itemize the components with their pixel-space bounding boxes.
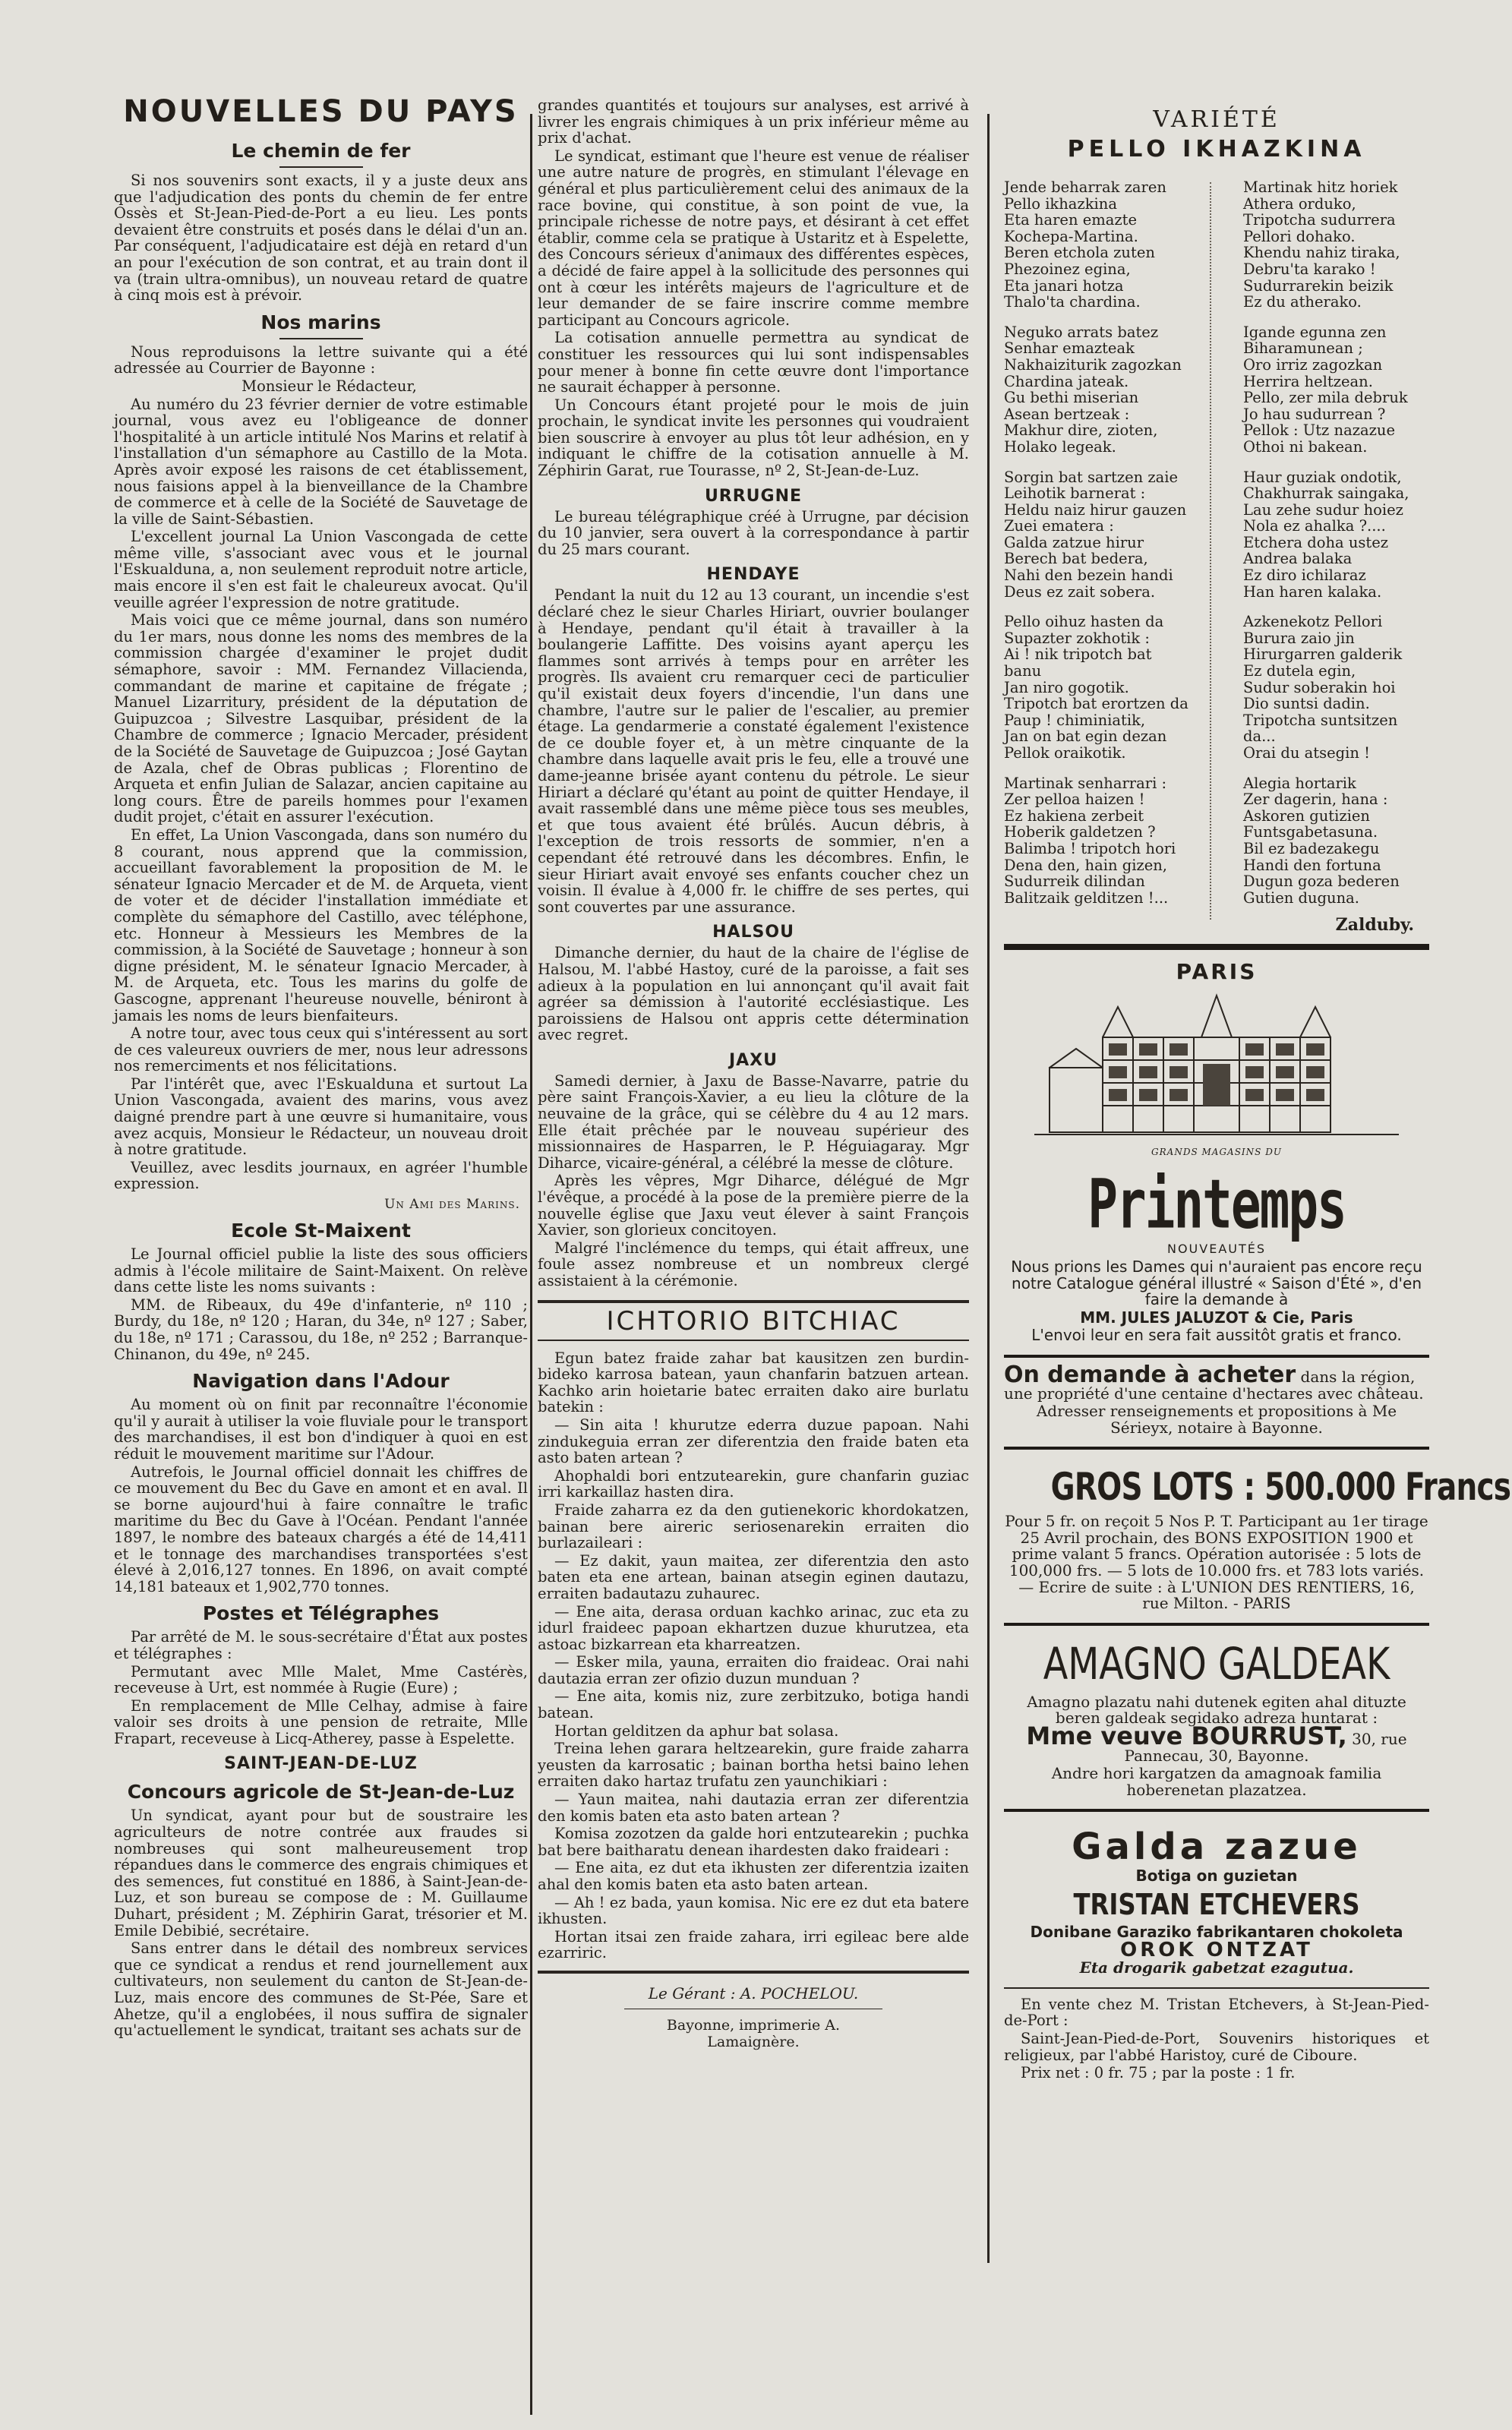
ad-printemps-title: Printemps — [1087, 1165, 1346, 1245]
section-heading-urrugne: URRUGNE — [704, 486, 803, 506]
poem-stanza: Martinak hitz horiek Athera orduko, Tripotcha sudurrera Pellori dohako. Khendu nahiz tiraka, Debru'ta karako ! Sudurrarekin beizik Ez du atherako. — [1243, 178, 1400, 311]
poem-stanza: Martinak senharrari : Zer pelloa haizen ! Ez hakiena zerbeit Hoberik galdetzen ? Balimba ! tripotch hori Dena den, hain gizen, Sudurreik dilindan Balitzaik gelditzen !... — [1004, 774, 1176, 907]
ad-nouveautes: NOUVEAUTÉS — [1166, 1242, 1267, 1257]
paragraph: Le Journal officiel publie la liste des sous officiers admis à l'école militaire de Saint-Maixent. On relève dans cette liste les noms suivants : — [114, 1245, 528, 1296]
signature: Un Ami des Marins. — [384, 1197, 520, 1213]
paragraph: Treina lehen garara heltzearekin, gure fraide zaharra yeusten da karrosatic ; bainan bortha hetsi baino lehen erraiten dako hartaz trufatu zen yaunchikiari : — [538, 1740, 969, 1791]
ad-demande-text: dans la région, une propriété d'une centaine d'hectares avec château. — [1004, 1367, 1424, 1403]
vente-block — [1004, 1987, 1429, 2081]
poem-stanza: Igande egunna zen Biharamunean ; Oro irriz zagozkan Herrira heltzean. Pello, zer mila debruk Jo hau sudurrean ? Pellok : Utz nazazue Othoi ni bakean. — [1243, 323, 1408, 456]
salutation: Monsieur le Rédacteur, — [241, 377, 417, 395]
ad-text: Nous prions les Dames qui n'auraient pas encore reçu notre Catalogue général illustré « Saison d'Été », d'en faire la demande à — [1011, 1257, 1422, 1309]
gerant-line: Le Gérant : A. POCHELOU. — [538, 1971, 969, 2009]
poem-column-right — [1243, 179, 1429, 920]
paragraph: Si nos souvenirs sont exacts, il y a juste deux ans que l'adjudication des ponts du chemin de fer entre Ossès et St-Jean-Pied-de-Port a eu lieu. Les ponts devaient être construits et posés dans le délai d'un an. Par conséquent, l'adjudicataire est déjà en retard d'un an pour l'exécution de son contrat, et au train dont il va (train ultra-omnibus), un nouveau retard de quatre à cinq mois est à prévoir. — [114, 172, 528, 305]
section-heading-halsou: HALSOU — [712, 923, 794, 942]
ad-text: Andre hori kargatzen da amagnoak familia hoberenetan plazatzea. — [1051, 1764, 1382, 1799]
paragraph: Au moment où on finit par reconnaître l'économie qu'il y aurait à utiliser la voie fluviale pour le transport des marchandises, il est bon d'indiquer à quoi en est réduit le mouvement maritime sur l'Adour. — [114, 1396, 528, 1463]
ad-text — [1004, 1722, 1429, 1765]
poem — [1004, 179, 1429, 920]
column-nouvelles — [114, 90, 528, 2040]
ad-galda-title: Galda zazue — [1072, 1826, 1362, 1869]
ad-tristan-title: TRISTAN ETCHEVERS — [1073, 1888, 1360, 1921]
ad-chocolat — [1004, 1809, 1429, 1987]
poem-stanza: Sorgin bat sartzen zaie Leihotik barnerat : Heldu naiz hirur gauzen Zuei ematera : Galda zatzue hirur Berech bat bedera, Nahi den bezein handi Deus ez zait sobera. — [1004, 468, 1187, 601]
paragraph: Par l'intérêt que, avec l'Eskualduna et surtout La Union Vascongada, avaient des marins, vous avez daigné prendre part à une œuvre si humanitaire, vous avez acquis, Monsieur le Rédacteur, un nouveau droit à notre gratitude. — [114, 1075, 528, 1159]
column-right — [1004, 90, 1511, 2083]
paragraph: — Ah ! ez bada, yaun komisa. Nic ere ez dut eta batere ikhusten. — [538, 1893, 969, 1928]
ad-text — [1004, 1361, 1429, 1403]
paragraph: Pendant la nuit du 12 au 13 courant, un incendie s'est déclaré chez le sieur Charles Hiriart, ouvrier boulanger à Hendaye, pendant qu'il était à travailler à la boulangerie Laffitte. Des voisins ayant aperçu les flammes sont arrivés à temps pour en arrêter les progrès. Ils avaient cru remarquer ceci de particulier qu'il existait deux foyers d'incendie, l'un dans une chambre, l'autre sur le palier de l'escalier, au premier étage. La gendarmerie a constaté également l'existence de ce double foyer et, à un mètre cinquante de la chambre dans laquelle avait pris le feu, elle a trouvé une dame-jeanne brisée ayant contenu du pétrole. Le sieur Hiriart a déclaré qu'étant au point de quitter Hendaye, il avait rassemblé dans une même pièce tous ses meubles, et que tous avaient été brûlés. Aucun débris, à l'exception de trois ressorts de sommier, n'en a cependant été retrouvé dans les décombres. Enfin, le sieur Hiriart avait envoyé ses enfants coucher chez un voisin. Il évalue à 4,000 fr. le chiffre de ses pertes, qui sont couvertes par une assurance. — [538, 586, 969, 916]
paragraph: Hortan itsai zen fraide zahara, irri egileac bere alde ezarriric. — [538, 1927, 969, 1962]
paragraph: Autrefois, le Journal officiel donnait les chiffres de ce mouvement du Bec du Gave en amont et en aval. Il se borne aujourd'hui à faire connaître le trafic maritime du Bec du Gave à l'Océan. Pendant l'année 1897, le nombre des bateaux chargés a été de 14,411 et le tonnage des marchandises transportées s'est élevé à 2,016,127 tonnes. En 1896, on avait compté 14,181 bateaux et 1,902,770 tonnes. — [114, 1463, 528, 1595]
paragraph: Le syndicat, estimant que l'heure est venue de réaliser une autre nature de progrès, en stimulant l'élevage en général et plus particulièrement celui des animaux de la race bovine, qui constitue, à son point de vue, la principale richesse de notre pays, et désirant à cet effet établir, comme cela se pratique à Ustaritz et à Espelette, des Concours sérieux d'animaux des différentes espèces, a décidé de faire appel à la sollicitude des personnes qui ont à cœur les intérêts majeurs de l'agriculture et de leur demander de se faire inscrire comme membre participant au Concours agricole. — [538, 147, 969, 329]
poem-title: PELLO IKHAZKINA — [1067, 136, 1366, 163]
paragraph: Samedi dernier, à Jaxu de Basse-Navarre, patrie du père saint François-Xavier, a eu lieu la clôture de la neuvaine de la grâce, qui se célèbre du 4 au 12 mars. Elle était prêchée par le nouveau supérieur des missionnaires de Hasparren, le P. Héguiagaray. Mgr Diharce, vicaire-général, a célébré la messe de clôture. — [538, 1071, 969, 1172]
paragraph: Le bureau télégraphique créé à Urrugne, par décision du 10 janvier, sera ouvert à la correspondance à partir du 25 mars courant. — [538, 507, 969, 558]
page-title: NOUVELLES DU PAYS — [123, 94, 519, 129]
poem-stanza: Jende beharrak zaren Pello ikhazkina Eta haren emazte Kochepa-Martina. Beren etchola zuten Phezoinez egina, Eta janari hotza Thalo'ta chardina. — [1004, 178, 1166, 311]
poem-separator — [1210, 182, 1223, 920]
paragraph: En remplacement de Mlle Celhay, admise à faire valoir ses droits à une pension de retraite, Mlle Frapart, receveuse à Licq-Atherey, passe à Espelette. — [114, 1696, 528, 1747]
paragraph: — Ez dakit, yaun maitea, zer diferentzia den asto baten eta ene artean, bainan atsegin eginen dautazu, erraiten badautazu zuhaurec. — [538, 1551, 969, 1602]
paragraph: Mais voici que ce même journal, dans son numéro du 1er mars, nous donne les noms des membres de la commission chargée d'examiner le projet dudit sémaphore, savoir : MM. Fernandez Villacienda, commandant de marine et capitaine de frégate ; Manuel Lizarritury, président de la députation de Guipuzcoa ; Silvestre Lasquibar, président de la Chambre de commerce ; Ignacio Mercader, président de la Société de Sauvetage de Guipuzcoa ; José Gaytan de Azala, chef de Obras publicas ; Florentino de Arqueta et enfin Julian de Salazar, ancien capitaine au long cours. Être de pareils hommes pour l'examen dudit projet, c'était en assurer l'exécution. — [114, 611, 528, 826]
section-title-postes: Postes et Télégraphes — [202, 1602, 440, 1625]
ad-text: Eta drogarik gabetzat ezagutua. — [1079, 1958, 1354, 1977]
ad-text: Botiga on guzietan — [1135, 1867, 1298, 1886]
paragraph: Saint-Jean-Pied-de-Port, Souvenirs historiques et religieux, par l'abbé Haristoy, curé de Ciboure. — [1004, 2029, 1429, 2064]
column-middle — [538, 97, 969, 2058]
column-rule-1 — [530, 114, 532, 2415]
paragraph: Par arrêté de M. le sous-secrétaire d'État aux postes et télégraphes : — [114, 1628, 528, 1662]
imprimerie-line: Bayonne, imprimerie A. Lamaignère. — [624, 2009, 882, 2058]
paragraph: Egun batez fraide zahar bat kausitzen zen burdin-bideko karrosa batean, yaun chanfarin batzuen artean. Kachko arin hoietarie batec erraiten dako aire burlatu batekin : — [538, 1349, 969, 1416]
paragraph: MM. de Ribeaux, du 49e d'infanterie, nº 110 ; Burdy, du 18e, nº 120 ; Haran, du 34e, nº 127 ; Saber, du 18e, nº 171 ; Carassou, du 18e, nº 252 ; Barranque-Chinanon, du 49e, nº 245. — [114, 1295, 528, 1363]
paragraph: Veuillez, avec lesdits journaux, en agréer l'humble expression. — [114, 1158, 528, 1193]
ad-amagno-title: AMAGNO GALDEAK — [1043, 1637, 1390, 1690]
poem-column-left — [1004, 179, 1190, 920]
ad-magasin-label: GRANDS MAGASINS DU — [1151, 1147, 1282, 1158]
paragraph: — Esker mila, yauna, erraiten dio fraideac. Orai nahi dautazia erran zer ofizio duzun munduan ? — [538, 1653, 969, 1687]
section-title-concours: Concours agricole de St-Jean-de-Luz — [127, 1781, 515, 1804]
ad-orok: OROK ONTZAT — [1120, 1938, 1313, 1961]
poem-author: Zalduby. — [1335, 915, 1414, 936]
paragraph: grandes quantités et toujours sur analyses, est arrivé à livrer les engrais chimiques à un prix inférieur même au prix d'achat. — [538, 96, 969, 147]
ad-gros-lots-title: GROS LOTS : 500.000 Francs — [1050, 1465, 1511, 1510]
paragraph: Permutant avec Mlle Malet, Mme Castérès, receveuse à Urt, est nommée à Rugie (Eure) ; — [114, 1662, 528, 1697]
paragraph: — Ene aita, derasa orduan kachko arinac, zuc eta zu idurl fraideec papoan ekhartzen duzue khurutzea, eta astoac bizkarrean eta kharreatzen. — [538, 1602, 969, 1653]
paragraph: Malgré l'inclémence du temps, qui était affreux, une foule assez nombreuse et un nombreux clergé assistaient à la cérémonie. — [538, 1239, 969, 1289]
paragraph: L'excellent journal La Union Vascongada de cette même ville, s'associant avec vous et le journal l'Eskualduna, a, non seulement reproduit notre article, mais encore il s'en est fait le chaleureux avocat. Qu'il veuille agréer l'expression de notre gratitude. — [114, 528, 528, 611]
paragraph: En vente chez M. Tristan Etchevers, à St-Jean-Pied-de-Port : — [1004, 1995, 1429, 2030]
ad-amagno-name: Mme veuve BOURRUST, — [1026, 1722, 1347, 1751]
paragraph: Dimanche dernier, du haut de la chaire de l'église de Halsou, M. l'abbé Hastoy, curé de la paroisse, a fait ses adieux à la population en lui annonçant qu'il avait fait agréer sa démission à l'autorité ecclésiastique. Les paroissiens de Halsou ont appris cette détermination avec regret. — [538, 944, 969, 1044]
section-title-chemin-de-fer: Le chemin de fer — [231, 140, 411, 162]
poem-stanza: Neguko arrats batez Senhar emazteak Nakhaiziturik zagozkan Chardina jateak. Gu bethi miserian Asean bertzeak : Makhur dire, zioten, Holako legeak. — [1004, 323, 1182, 456]
section-heading-hendaye: HENDAYE — [706, 565, 800, 585]
paragraph: La cotisation annuelle permettra au syndicat de constituer les ressources qui lui sont indispensables pour mener à bonne fin cette œuvre dont l'importance ne saurait échapper à personne. — [538, 329, 969, 396]
ad-paris-heading: PARIS — [1176, 959, 1258, 985]
ad-text: Amagno plazatu nahi dutenek egiten ahal dituzte beren galdeak segidako adreza huntarat : — [1027, 1692, 1406, 1728]
poem-stanza: Azkenekotz Pellori Burura zaio jin Hirurgarren galderik Ez dutela egin, Sudur soberakin hoi Dio suntsi dadin. Tripotcha suntsitzen da... Orai du atsegin ! — [1243, 613, 1403, 762]
department-store-illustration — [1004, 984, 1429, 1144]
paragraph: — Yaun maitea, nahi dautazia erran zer diferentzia den komis baten eta asto baten artean ? — [538, 1791, 969, 1825]
ad-printemps — [1004, 944, 1429, 1355]
paragraph: Fraide zaharra ez da den gutienekoric khordokatzen, bainan bere aireric seriosenarekin erraiten dio burlazaileari : — [538, 1501, 969, 1552]
paragraph: Ahophaldi bori entzutearekin, gure chanfarin guziac irri karkaillaz hasten dira. — [538, 1466, 969, 1501]
column-rule-2 — [987, 114, 990, 2263]
section-title-ichtorio: ICHTORIO BITCHIAC — [538, 1300, 969, 1341]
paragraph: Au numéro du 23 février dernier de votre estimable journal, vous avez eu l'obligeance de donner l'hospitalité à un article intitulé Nos Marins et relatif à l'installation d'un sémaphore au Castillo de la Mota. Après avoir exposé les raisons de cet établissement, nous faisions appel à la bienveillance de la Chambre de commerce et à celle de la Société de Sauvetage de la ville de Saint-Sébastien. — [114, 395, 528, 528]
section-title-nos-marins: Nos marins — [260, 311, 381, 333]
ad-amagno-address: 30, rue Pannecau, 30, Bayonne. — [1124, 1730, 1407, 1765]
paragraph: A notre tour, avec tous ceux qui s'intéressent au sort de ces valeureux ouvriers de mer, nous leur adressons nos remerciments et nos félicitations. — [114, 1024, 528, 1075]
poem-stanza: Haur guziak ondotik, Chakhurrak saingaka, Lau zehe sudur hoiez Nola ez ahalka ?.... Etchera doha ustez Andrea balaka Ez diro ichilaraz Han haren kalaka. — [1243, 468, 1409, 601]
paragraph: — Ene aita, komis niz, zure zerbitzuko, botiga handi batean. — [538, 1687, 969, 1722]
section-title-adour: Navigation dans l'Adour — [192, 1370, 450, 1393]
paragraph: Après les vêpres, Mgr Diharce, délégué de Mgr l'évêque, a procédé à la pose de la première pierre de la nouvelle église que Jaxu veut élever à saint François Xavier, son glorieux concitoyen. — [538, 1172, 969, 1239]
paragraph: Un Concours étant projeté pour le mois de juin prochain, le syndicat invite les personnes qui voudraient bien souscrire à envoyer au plus tôt leur adhésion, en y indiquant le chiffre de la cotisation annuelle à M. Zéphirin Garat, rue Tourasse, nº 2, St-Jean-de-Luz. — [538, 396, 969, 480]
ad-gros-lots — [1004, 1447, 1511, 1623]
ad-text: MM. JULES JALUZOT & Cie, Paris — [1080, 1308, 1353, 1327]
paragraph: — Sin aita ! khurutze ederra duzue papoan. Nahi zindukeguia erran zer diferentzia den fraide baten eta asto baten artean ? — [538, 1415, 969, 1467]
ad-text: Donibane Garaziko fabrikantaren chokoleta — [1030, 1923, 1403, 1941]
ad-text: Adresser renseignements et propositions à Me Sérieyx, notaire à Bayonne. — [1036, 1402, 1397, 1437]
section-divider — [279, 338, 363, 339]
ad-text: Pour 5 fr. on reçoit 5 Nos P. T. Participant au 1er tirage 25 Avril prochain, des BONS EXPOSITION 1900 et prime valant 5 francs. Opération autorisée : 5 lots de 100,000 frs. — 5 lots de 10.000 frs. et 783 lots variés. — Ecrire de suite : à L'UNION DES RENTIERS, 16, rue Milton. - PARIS — [1005, 1512, 1428, 1613]
paragraph: En effet, La Union Vascongada, dans son numéro du 8 courant, nous apprend que la commission, accueillant favorablement la proposition de M. le sénateur Ignacio Mercader et de M. de Arqueta, vient de voter et de décider l'installation immédiate et complète du sémaphore del Castillo, avec téléphone, etc. Honneur à Messieurs les Membres de la commission, à la Société de Sauvetage ; honneur à son digne président, M. le sénateur Ignacio Mercader, à M. de Arqueta, etc. Tous les marins du golfe de Gascogne, apprenant l'heureuse nouvelle, béniront à jamais les noms de leurs bienfaiteurs. — [114, 825, 528, 1024]
ad-text: L'envoi leur en sera fait aussitôt gratis et franco. — [1031, 1326, 1402, 1345]
paragraph: Un syndicat, ayant pour but de soustraire les agriculteurs de notre contrée aux fraudes si nombreuses qui sont malheureusement trop répandues dans le commerce des engrais chimiques et des semences, fut constitué en 1886, à Saint-Jean-de-Luz, et son bureau se compose de : M. Guillaume Duhart, président ; M. Zéphirin Garat, trésorier et M. Emile Debibié, secrétaire. — [114, 1807, 528, 1939]
section-title-st-maixent: Ecole St-Maixent — [231, 1220, 411, 1242]
section-divider — [279, 166, 363, 168]
ad-demande — [1004, 1355, 1429, 1447]
poem-stanza: Pello oihuz hasten da Supazter zokhotik : Ai ! nik tripotch bat banu Jan niro gogotik. Tripotch bat erortzen da Paup ! chiminiatik, Jan on bat egin dezan Pellok oraikotik. — [1004, 613, 1188, 762]
ad-demande-heading: On demande à acheter — [1004, 1361, 1296, 1388]
section-heading-jaxu: JAXU — [728, 1050, 778, 1070]
paragraph: Prix net : 0 fr. 75 ; par la poste : 1 fr. — [1021, 2064, 1296, 2082]
paragraph: Sans entrer dans le détail des nombreux services que ce syndicat a rendus et rend journellement aux cultivateurs, non seulement du canton de St-Jean-de-Luz, mais encore des communes de St-Pée, Sare et Ahetze, qu'il a englobées, il nous suffira de signaler qu'actuellement le syndicat, traitant ses achats sur de — [114, 1939, 528, 2040]
variete-heading: VARIÉTÉ — [1153, 106, 1280, 133]
ad-amagno — [1004, 1623, 1429, 1810]
section-heading-saint-jean-de-luz: SAINT-JEAN-DE-LUZ — [224, 1754, 418, 1774]
poem-stanza: Alegia hortarik Zer dagerin, hana : Askoren gutizien Funtsgabetasuna. Bil ez badezakegu Handi den fortuna Dugun goza bederen Gutien duguna. — [1243, 774, 1400, 907]
paragraph: — Ene aita, ez dut eta ikhusten zer diferentzia izaiten ahal den komis baten eta asto baten artean. — [538, 1859, 969, 1893]
paragraph: Komisa zozotzen da galde hori entzutearekin ; puchka bat bere baitharatu denean ihardesten dako fraideari : — [538, 1825, 969, 1859]
paragraph: Nous reproduisons la lettre suivante qui a été adressée au Courrier de Bayonne : — [114, 342, 528, 377]
paragraph: Hortan gelditzen da aphur bat solasa. — [554, 1722, 839, 1740]
